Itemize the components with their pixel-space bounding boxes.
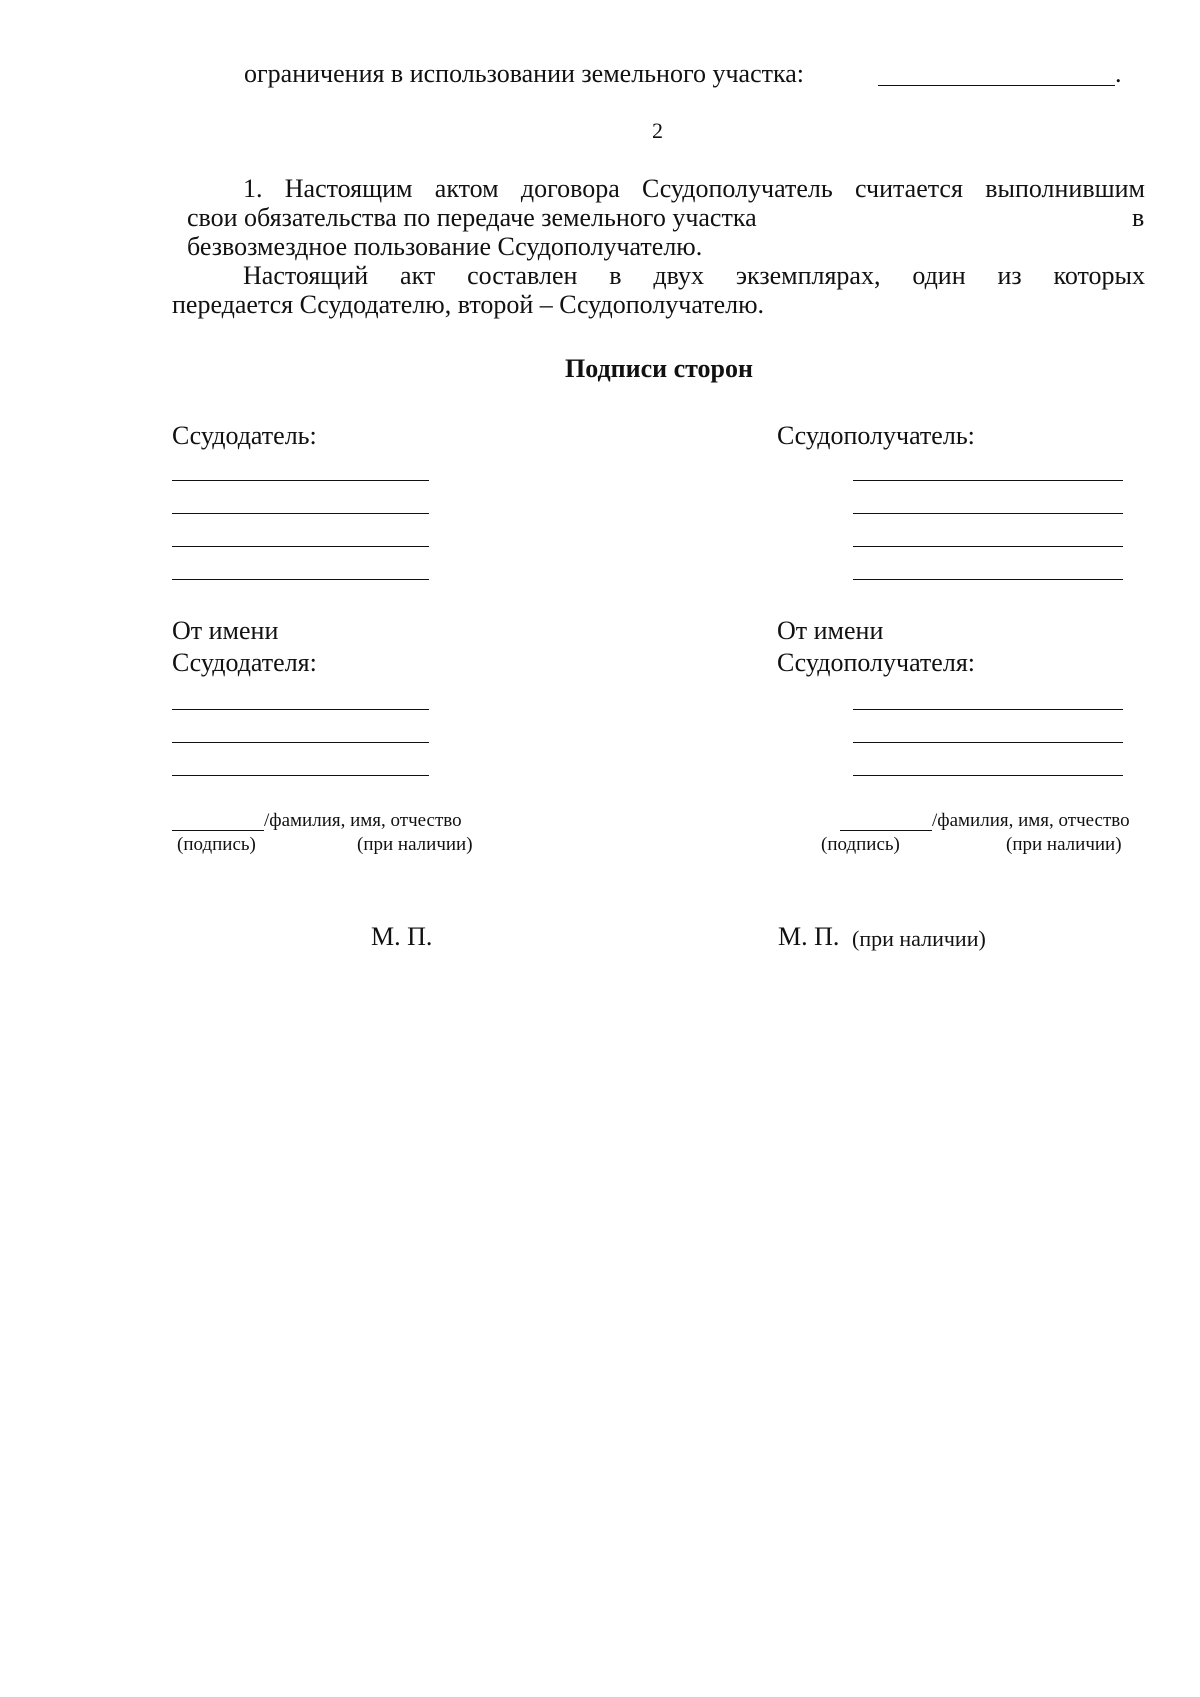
lender-rep-blank-line[interactable] xyxy=(172,709,429,710)
borrower-seal-label: М. П. xyxy=(778,922,840,951)
borrower-seal-note: (при наличии) xyxy=(852,926,986,951)
borrower-on-behalf-name-label: Ссудополучателя: xyxy=(777,648,975,677)
borrower-signature-blank[interactable] xyxy=(840,830,932,831)
borrower-fio-caption: (при наличии) xyxy=(1006,834,1122,855)
land-restrictions-label: ограничения в использовании земельного участка: xyxy=(244,59,804,88)
lender-blank-line[interactable] xyxy=(172,513,429,514)
lender-rep-blank-line[interactable] xyxy=(172,775,429,776)
lender-blank-line[interactable] xyxy=(172,546,429,547)
para2-line2: передается Ссудодателю, второй – Ссудополучателю. xyxy=(172,290,765,319)
borrower-fio-label: /фамилия, имя, отчество xyxy=(932,810,1130,831)
borrower-label: Ссудополучатель: xyxy=(777,421,975,450)
lender-seal-label: М. П. xyxy=(371,922,433,951)
para1-line1: 1. Настоящим актом договора Ссудополучатель считается выполнившим xyxy=(243,174,1145,203)
para2-line1: Настоящий акт составлен в двух экземплярах, один из которых xyxy=(243,261,1145,290)
borrower-blank-line[interactable] xyxy=(853,480,1123,481)
borrower-blank-line[interactable] xyxy=(853,513,1123,514)
lender-label: Ссудодатель: xyxy=(172,421,317,450)
lender-signature-caption: (подпись) xyxy=(177,834,256,855)
lender-signature-blank[interactable] xyxy=(172,830,264,831)
borrower-rep-blank-line[interactable] xyxy=(853,709,1123,710)
restrictions-blank-line[interactable] xyxy=(878,85,1115,86)
lender-fio-label: /фамилия, имя, отчество xyxy=(264,810,462,831)
lender-blank-line[interactable] xyxy=(172,579,429,580)
lender-on-behalf-label: От имени xyxy=(172,616,279,645)
borrower-rep-blank-line[interactable] xyxy=(853,775,1123,776)
lender-blank-line[interactable] xyxy=(172,480,429,481)
lender-rep-blank-line[interactable] xyxy=(172,742,429,743)
signatures-heading: Подписи сторон xyxy=(564,354,754,383)
para1-line3: безвозмездное пользование Ссудополучателю. xyxy=(187,232,703,261)
borrower-signature-caption: (подпись) xyxy=(821,834,900,855)
para1-line2-left: свои обязательства по передаче земельного участка xyxy=(187,203,757,232)
borrower-blank-line[interactable] xyxy=(853,546,1123,547)
borrower-on-behalf-label: От имени xyxy=(777,616,884,645)
borrower-rep-blank-line[interactable] xyxy=(853,742,1123,743)
lender-fio-caption: (при наличии) xyxy=(357,834,473,855)
restrictions-period: . xyxy=(1115,59,1122,88)
page-number: 2 xyxy=(652,118,663,143)
para1-line2-right: в xyxy=(1132,203,1145,232)
lender-on-behalf-name-label: Ссудодателя: xyxy=(172,648,317,677)
borrower-blank-line[interactable] xyxy=(853,579,1123,580)
